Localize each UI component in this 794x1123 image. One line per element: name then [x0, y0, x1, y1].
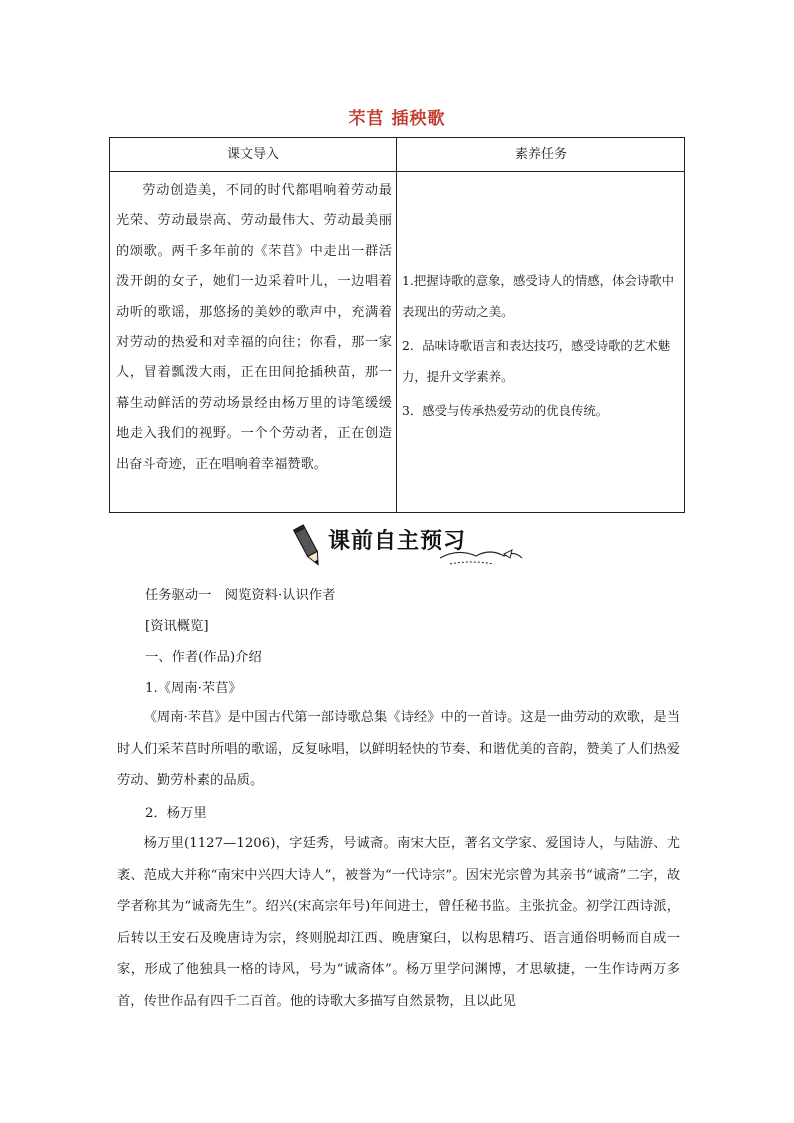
- table-header-intro: 课文导入: [226, 147, 279, 162]
- item2-title: 2．杨万里: [145, 806, 207, 821]
- section-banner: [290, 518, 540, 572]
- table-header-divider: [110, 171, 684, 172]
- task-item: 3．感受与传承热爱劳动的优良传统。: [402, 403, 609, 418]
- task-item: 2．品味诗歌语言和表达技巧，感受诗歌的艺术魅力，提升文学素养。: [402, 338, 671, 384]
- item1-body: 《周南·芣苢》是中国古代第一部诗歌总集《诗经》中的一首诗。这是一曲劳动的欢歌，是当时人们采芣苢时所唱的歌谣，反复咏唱，以鲜明轻快的节奏、和谐优美的音韵，赞美了人们热爱劳动、勤劳朴素的品质。: [117, 710, 680, 788]
- part-heading: 一、作者(作品)介绍: [145, 650, 262, 665]
- page-title: 芣苢 插秧歌: [348, 109, 446, 129]
- table-header-tasks: 素养任务: [514, 147, 567, 162]
- info-heading: [资讯概览]: [145, 619, 209, 634]
- task-item: 1.把握诗歌的意象，感受诗人的情感，体会诗歌中表现出的劳动之美。: [402, 273, 675, 319]
- table-divider: [396, 138, 397, 512]
- banner-text: 课前自主预习: [328, 529, 467, 554]
- task-list: [402, 265, 682, 426]
- item1-title: 1.《周南·芣苢》: [145, 681, 242, 696]
- intro-text: 劳动创造美，不同的时代都唱响着劳动最光荣、劳动最崇高、劳动最伟大、劳动最美丽的颂歌。两千多年前的《芣苢》中走出一群活泼开朗的女子，她们一边采着叶儿，一边唱着动听的歌谣，那悠扬的美妙的歌声中，充满着对劳动的热爱和对幸福的向往；你看，那一家人，冒着瓢泼大雨，正在田间抢插秧苗，那一幕生动鲜活的劳动场景经由杨万里的诗笔缓缓地走入我们的视野。一个个劳动者，正在创造出奋斗奇迹，正在唱响着幸福赞歌。: [116, 183, 392, 472]
- intro-table: [109, 137, 685, 513]
- item2-body: 杨万里(1127—1206)，字廷秀，号诚斋。南宋大臣，著名文学家、爱国诗人，与陆游、尤袤、范成大并称“南宋中兴四大诗人”，被誉为“一代诗宗”。因宋光宗曾为其亲书“诚斋”二字，故学者称其为“诚斋先生”。绍兴(宋高宗年号)年间进士，曾任秘书监。主张抗金。初学江西诗派，后转以王安石及晚唐诗为宗，终则脱却江西、晚唐窠臼，以构思精巧、语言通俗明畅而自成一家，形成了他独具一格的诗风，号为“诚斋体”。杨万里学问渊博，才思敏捷，一生作诗两万多首，传世作品有四千二百首。他的诗歌大多描写自然景物，且以此见: [117, 836, 680, 1009]
- task-heading: 任务驱动一 阅览资料·认识作者: [145, 588, 336, 603]
